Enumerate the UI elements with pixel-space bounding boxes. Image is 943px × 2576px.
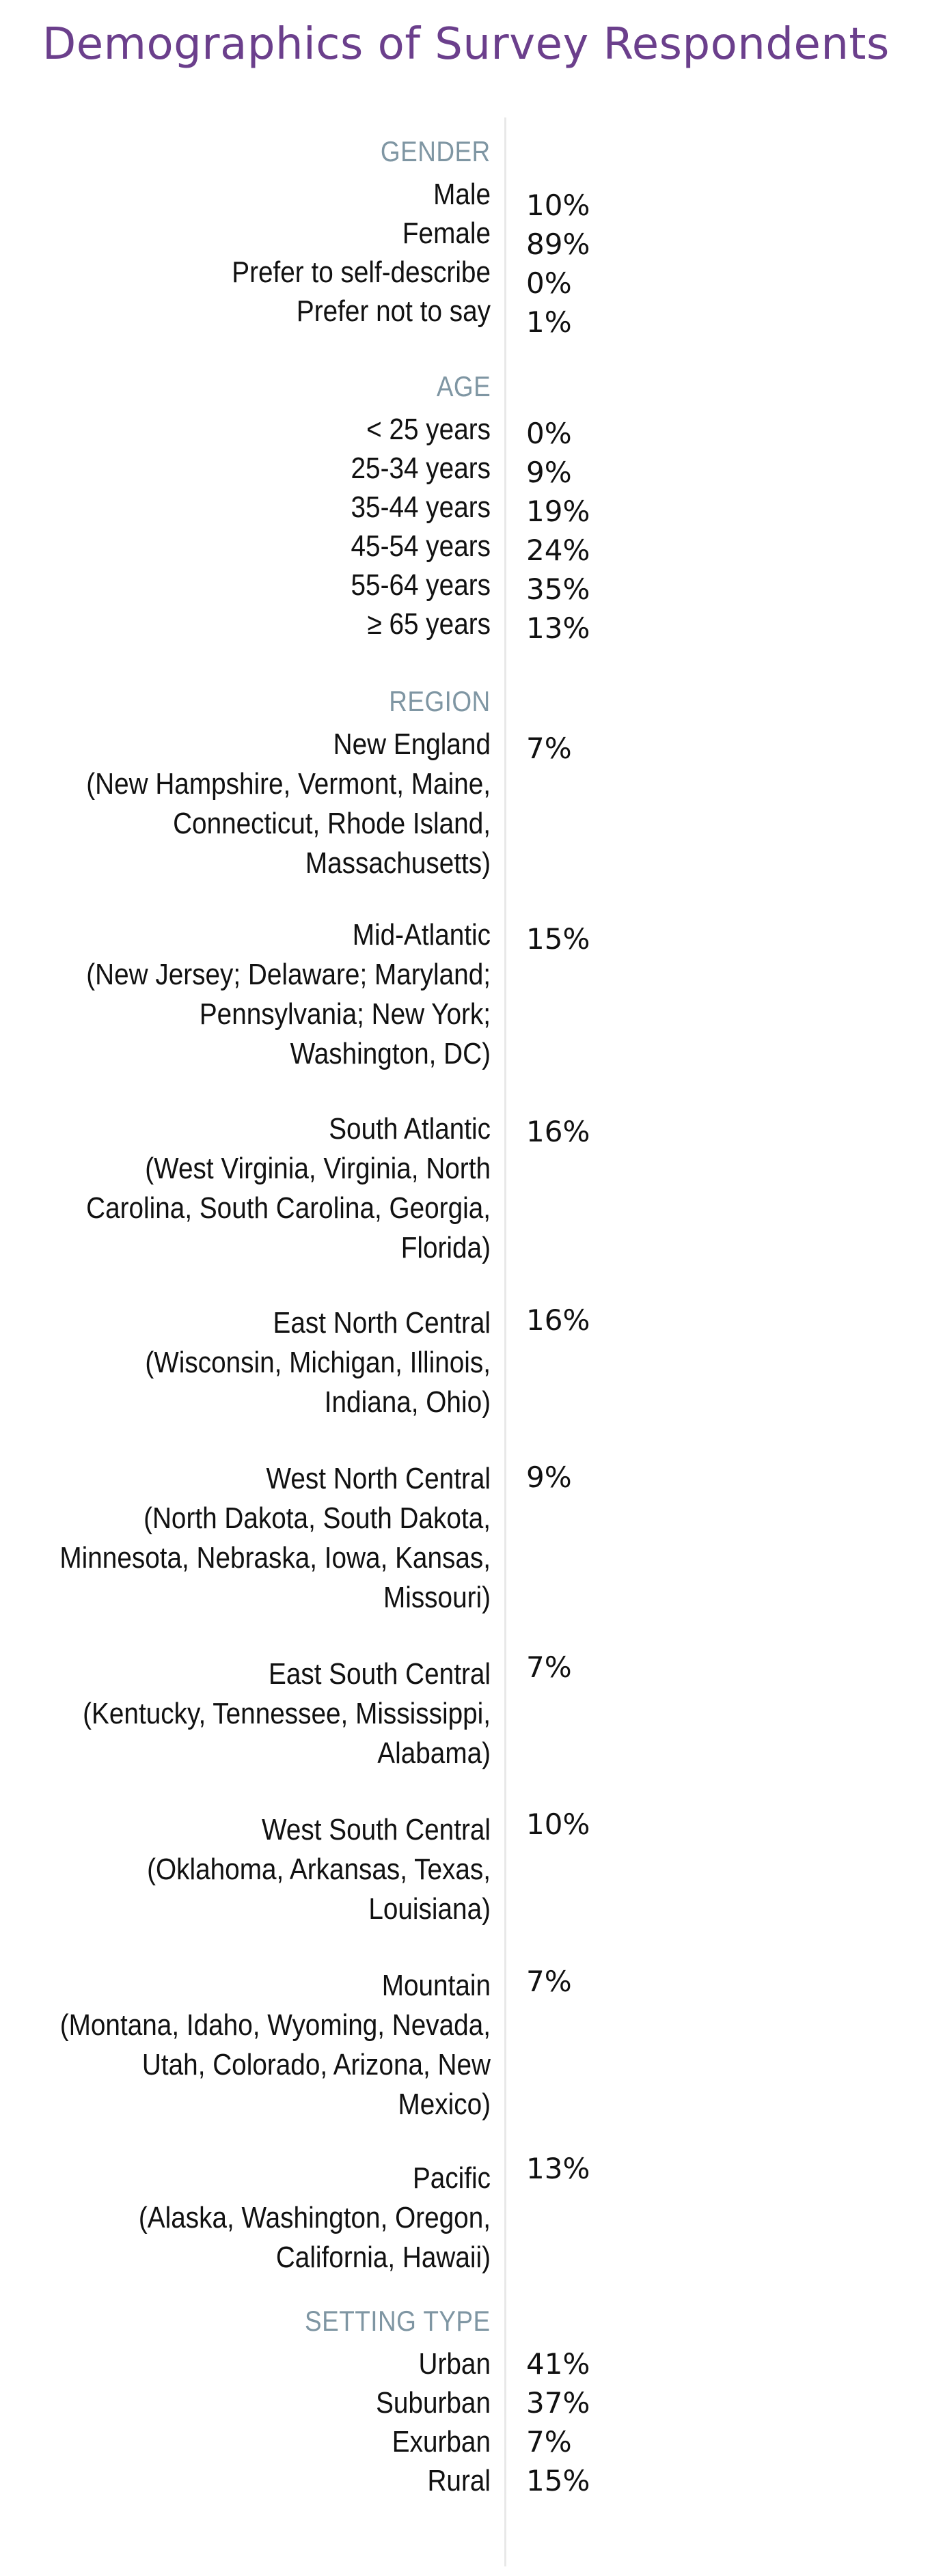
region-name: South Atlantic [329,1112,491,1146]
region-name: East North Central [273,1306,491,1340]
region-states: (Alaska, Washington, Oregon, California, Hawaii) [138,2201,491,2274]
gender-value-female: 89% [526,227,590,261]
setting-label-urban: Urban [418,2347,491,2381]
setting-label-exurban: Exurban [392,2425,491,2459]
region-states: (Kentucky, Tennessee, Mississippi, Alabama) [83,1697,491,1770]
region-label-east-north-central [57,1303,491,1422]
gender-label-self-describe: Prefer to self-describe [232,255,491,289]
region-value-west-south-central: 10% [526,1808,590,1841]
setting-label-rural: Rural [427,2464,491,2497]
region-states: (Montana, Idaho, Wyoming, Nevada, Utah, Colorado, Arizona, New Mexico) [59,2008,491,2121]
region-label-south-atlantic [57,1109,491,1268]
region-name: Pacific [412,2161,491,2195]
age-value-35-44: 19% [526,495,590,528]
region-label-west-north-central [57,1459,491,1618]
setting-value-urban: 41% [526,2347,590,2381]
region-label-west-south-central [57,1810,491,1929]
region-label-east-south-central [57,1654,491,1773]
gender-value-male: 10% [526,189,590,222]
region-value-south-atlantic: 16% [526,1115,590,1148]
age-value-65-plus: 13% [526,611,590,645]
region-name: Mountain [381,1969,491,2002]
age-label-55-64: 55-64 years [351,568,491,602]
age-label-25-34: 25-34 years [351,452,491,485]
age-label-under-25: < 25 years [366,413,491,446]
region-name: New England [333,728,491,761]
region-value-pacific: 13% [526,2152,590,2185]
region-states: (Oklahoma, Arkansas, Texas, Louisiana) [147,1853,491,1926]
age-heading: AGE [436,370,491,402]
gender-value-self-describe: 0% [526,266,572,300]
setting-value-rural: 15% [526,2464,590,2497]
region-heading: REGION [389,685,491,717]
setting-value-suburban: 37% [526,2386,590,2420]
setting-value-exurban: 7% [526,2425,572,2459]
region-states: (New Jersey; Delaware; Maryland; Pennsylvania; New York; Washington, DC) [86,958,491,1070]
gender-value-not-say: 1% [526,305,572,339]
region-states: (Wisconsin, Michigan, Illinois, Indiana, Ohio) [145,1346,491,1419]
age-value-45-54: 24% [526,534,590,567]
region-label-mid-atlantic [57,915,491,1074]
region-name: East South Central [268,1657,491,1691]
age-label-45-54: 45-54 years [351,529,491,563]
page-title: Demographics of Survey Respondents [42,19,890,70]
column-divider [504,117,506,2566]
gender-label-not-say: Prefer not to say [296,294,491,328]
gender-heading: GENDER [381,135,491,167]
region-value-east-north-central: 16% [526,1303,590,1337]
setting-label-suburban: Suburban [376,2386,491,2420]
age-label-65-plus: ≥ 65 years [367,607,491,641]
region-name: West South Central [261,1813,491,1846]
region-states: (North Dakota, South Dakota, Minnesota, Nebraska, Iowa, Kansas, Missouri) [59,1501,491,1614]
region-name: Mid-Atlantic [352,918,491,952]
region-label-new-england [57,725,491,883]
region-value-new-england: 7% [526,732,572,765]
region-label-mountain [57,1966,491,2124]
age-label-35-44: 35-44 years [351,490,491,524]
age-value-under-25: 0% [526,417,572,450]
region-name: West North Central [266,1462,491,1495]
region-value-mountain: 7% [526,1965,572,1998]
region-label-pacific [57,2159,491,2277]
setting-type-heading: SETTING TYPE [305,2305,491,2337]
region-states: (West Virginia, Virginia, North Carolina, South Carolina, Georgia, Florida) [86,1152,491,1264]
age-value-55-64: 35% [526,572,590,606]
age-value-25-34: 9% [526,456,572,489]
region-value-east-south-central: 7% [526,1650,572,1684]
gender-label-male: Male [433,178,491,211]
gender-label-female: Female [402,217,491,250]
region-value-mid-atlantic: 15% [526,922,590,956]
region-value-west-north-central: 9% [526,1460,572,1494]
region-states: (New Hampshire, Vermont, Maine, Connecticut, Rhode Island, Massachusetts) [86,767,491,880]
